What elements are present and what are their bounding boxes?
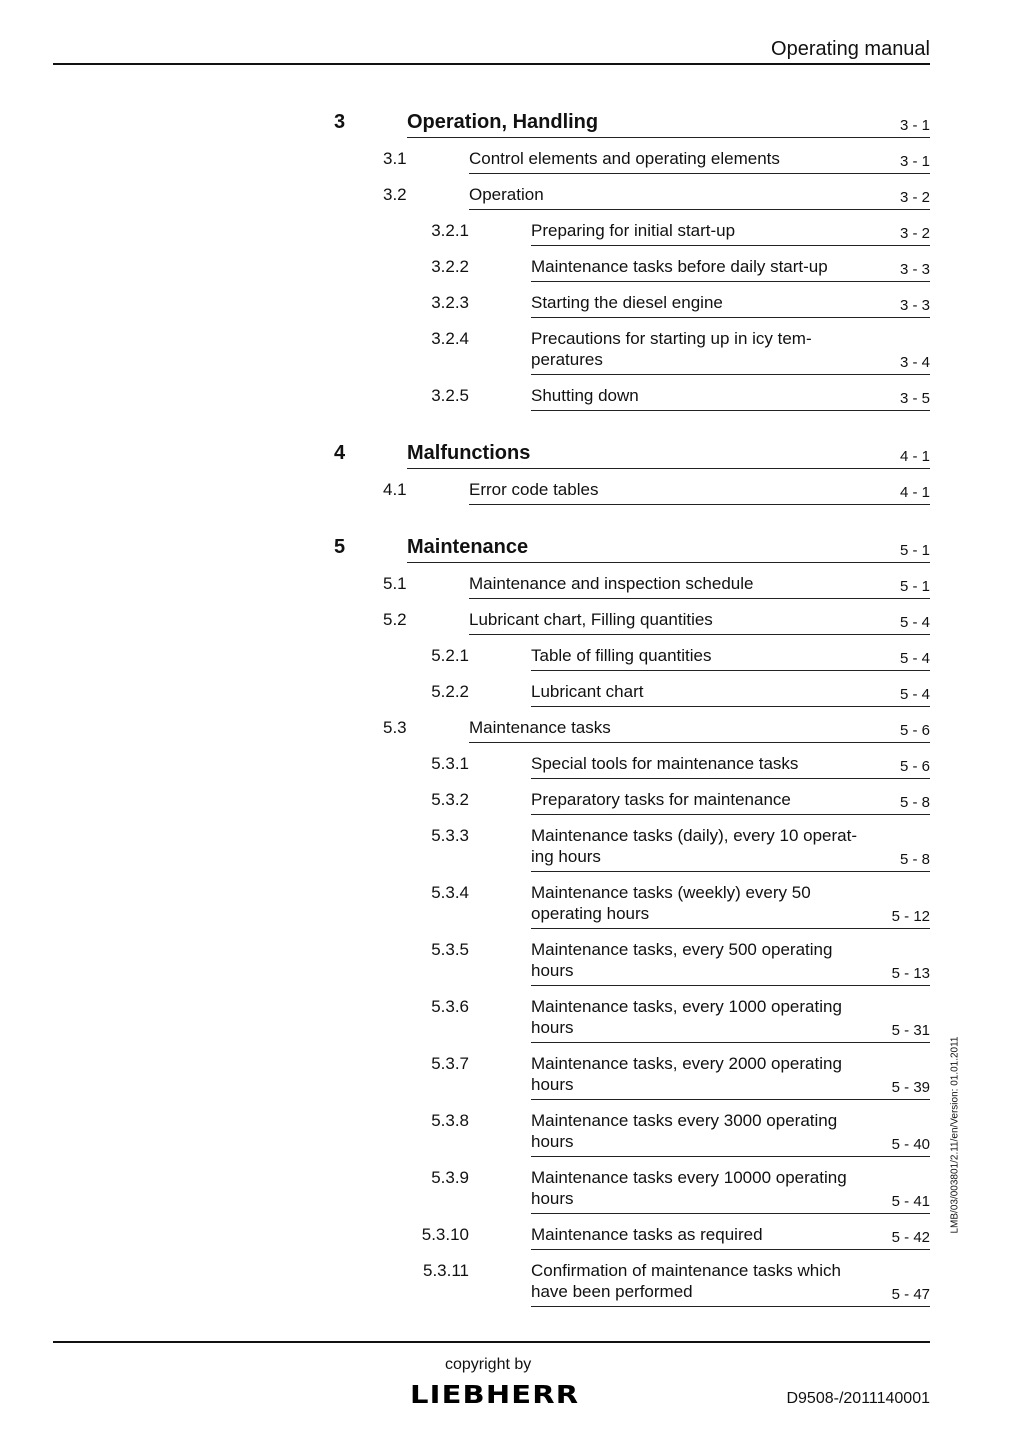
toc-entry-number: 5.3.3 [431,826,469,845]
toc-entry[interactable] [0,1260,1024,1303]
toc-entry-rule [469,634,930,635]
toc-entry-rule [531,928,930,929]
toc-entry-number: 5.2 [383,610,407,629]
toc-entry-title: Maintenance tasks before daily start-up [531,257,828,276]
toc-entry-number: 5.3.7 [431,1054,469,1073]
toc-entry[interactable] [0,292,1024,314]
toc-entry-number: 5.2.1 [431,646,469,665]
toc-entry-number: 5.3.10 [421,1225,469,1244]
toc-entry-number: 5.3.1 [431,754,469,773]
toc-entry[interactable] [0,148,1024,170]
toc-entry-rule [531,871,930,872]
toc-entry-number: 5.3.6 [431,997,469,1016]
toc-entry-number: 3.2.2 [431,257,469,276]
toc-entry[interactable] [0,256,1024,278]
toc-entry[interactable] [0,939,1024,982]
toc-entry-page: 3 - 3 [899,297,930,314]
toc-entry-rule [531,706,930,707]
toc-entry[interactable] [0,1167,1024,1210]
toc-entry-number: 3.2.5 [431,386,469,405]
toc-entry-title: Maintenance [407,536,529,558]
toc-entry[interactable] [0,753,1024,775]
toc-entry-title: Malfunctions [407,442,531,464]
toc-entry-page: 5 - 4 [899,614,930,631]
toc-entry-page: 5 - 6 [899,722,930,739]
toc-entry[interactable] [0,789,1024,811]
copyright-text: copyright by [445,1356,532,1373]
toc-entry[interactable] [0,573,1024,595]
toc-entry-title: Maintenance tasks, every 1000 operating hours [531,997,842,1037]
toc-entry-rule [531,281,930,282]
toc-entry-page: 5 - 13 [891,965,930,982]
toc-entry-rule [469,598,930,599]
toc-entry-title: Precautions for starting up in icy tem- peratures [531,329,812,369]
toc-entry-number: 5.2.2 [431,682,469,701]
toc-entry-number: 3.2.1 [431,221,469,240]
toc-entry[interactable] [0,220,1024,242]
toc-entry-title: Maintenance tasks, every 500 operating hours [531,940,833,980]
toc-entry-page: 3 - 2 [899,225,930,242]
toc-entry-page: 5 - 4 [899,650,930,667]
toc-entry-page: 5 - 47 [891,1286,930,1303]
toc-entry[interactable] [0,609,1024,631]
toc-entry-page: 3 - 5 [899,390,930,407]
toc-entry-rule [531,374,930,375]
toc-entry-number: 5.3.11 [422,1261,469,1280]
toc-entry-title: Maintenance tasks every 3000 operating hours [531,1111,838,1151]
toc-entry-page: 3 - 4 [899,354,930,371]
toc-entry-page: 5 - 8 [899,794,930,811]
toc-entry-page: 5 - 40 [891,1136,930,1153]
toc-entry-title: Control elements and operating elements [469,149,780,168]
toc-entry[interactable] [0,184,1024,206]
toc-entry-title: Operation, Handling [407,111,599,133]
document-number: D9508-/2011140001 [786,1390,930,1407]
toc-entry-rule [531,245,930,246]
toc-entry-rule [407,562,930,563]
toc-entry[interactable] [0,1053,1024,1096]
toc-entry[interactable] [0,645,1024,667]
toc-entry-rule [531,778,930,779]
toc-entry-rule [469,173,930,174]
toc-entry-title: Starting the diesel engine [531,293,723,312]
toc-entry-page: 4 - 1 [899,448,930,465]
toc-entry-page: 5 - 39 [891,1079,930,1096]
toc-entry-page: 5 - 6 [899,758,930,775]
toc-entry-page: 4 - 1 [899,484,930,501]
toc-entry-title: Maintenance and inspection schedule [469,574,754,593]
toc-entry-title: Maintenance tasks [469,718,611,737]
toc-entry-title: Lubricant chart [531,682,644,701]
toc-entry[interactable] [0,681,1024,703]
toc-entry-number: 3.2.4 [431,329,469,348]
toc-entry-page: 5 - 42 [891,1229,930,1246]
toc-entry-number: 4 [334,442,346,464]
toc-entry-number: 3.2.3 [431,293,469,312]
toc-entry-rule [531,670,930,671]
toc-entry-rule [531,1042,930,1043]
toc-entry-rule [469,209,930,210]
footer-rule [53,1341,930,1343]
toc-entry-title: Maintenance tasks, every 2000 operating hours [531,1054,842,1094]
toc-entry-title: Confirmation of maintenance tasks which have been performed [531,1261,841,1301]
toc-entry-title: Maintenance tasks as required [531,1225,763,1244]
toc-entry-rule [531,317,930,318]
toc-entry-number: 5.3.8 [431,1111,469,1130]
toc-entry[interactable] [0,717,1024,739]
toc-entry-rule [531,985,930,986]
toc-entry-rule [531,814,930,815]
toc-entry-page: 5 - 41 [891,1193,930,1210]
toc-entry-title: Lubricant chart, Filling quantities [469,610,713,629]
toc-entry-page: 5 - 31 [891,1022,930,1039]
toc-entry-page: 5 - 12 [891,908,930,925]
page-header-title: Operating manual [771,38,930,60]
toc-entry-page: 5 - 4 [899,686,930,703]
toc-entry-number: 5.3.4 [431,883,469,902]
version-note: LMB/03/003801/2.11/en/Version: 01.01.2011 [949,1036,961,1234]
toc-entry-title: Shutting down [531,386,639,405]
toc-entry-rule [531,410,930,411]
toc-entry[interactable] [0,442,1024,465]
toc-entry-rule [531,1249,930,1250]
toc-entry-rule [531,1213,930,1214]
toc-entry-number: 3.1 [383,149,407,168]
liebherr-logo: LIEBHERR [410,1380,580,1409]
toc-entry-page: 5 - 8 [899,851,930,868]
toc-entry[interactable] [0,111,1024,134]
toc-entry-rule [407,137,930,138]
toc-entry-number: 5.3.2 [431,790,469,809]
toc-entry-number: 5.3 [383,718,407,737]
toc-entry-page: 3 - 3 [899,261,930,278]
toc-entry-number: 3 [334,111,346,133]
toc-entry-title: Maintenance tasks (weekly) every 50 operating hours [531,883,811,923]
toc-entry-rule [531,1156,930,1157]
toc-entry[interactable] [0,536,1024,559]
toc-entry[interactable] [0,1224,1024,1246]
toc-entry-number: 5 [334,536,346,558]
toc-entry-rule [407,468,930,469]
toc-entry-page: 3 - 2 [899,189,930,206]
toc-entry-title: Error code tables [469,480,599,499]
toc-entry-title: Table of filling quantities [531,646,712,665]
toc-entry[interactable] [0,479,1024,501]
toc-entry-page: 3 - 1 [899,153,930,170]
toc-entry-page: 5 - 1 [899,578,930,595]
toc-entry-rule [531,1306,930,1307]
toc-entry-title: Preparing for initial start-up [531,221,736,240]
toc-entry-rule [469,504,930,505]
toc-entry[interactable] [0,385,1024,407]
toc-entry-rule [531,1099,930,1100]
toc-entry-number: 5.3.9 [431,1168,469,1187]
toc-entry[interactable] [0,328,1024,371]
toc-entry-title: Operation [469,185,544,204]
toc-entry-title: Maintenance tasks (daily), every 10 operat- ing hours [531,826,857,866]
toc-entry-number: 5.1 [383,574,407,593]
toc-entry-number: 4.1 [383,480,407,499]
toc-entry-page: 3 - 1 [899,117,930,134]
toc-entry[interactable] [0,996,1024,1039]
toc-entry-rule [469,742,930,743]
toc-entry-page: 5 - 1 [899,542,930,559]
toc-entry-title: Special tools for maintenance tasks [531,754,799,773]
toc-entry-title: Maintenance tasks every 10000 operating hours [531,1168,847,1208]
toc-entry[interactable] [0,825,1024,868]
toc-entry[interactable] [0,1110,1024,1153]
toc-entry-number: 3.2 [383,185,407,204]
toc-entry-title: Preparatory tasks for maintenance [531,790,791,809]
toc-entry-number: 5.3.5 [431,940,469,959]
toc-entry[interactable] [0,882,1024,925]
